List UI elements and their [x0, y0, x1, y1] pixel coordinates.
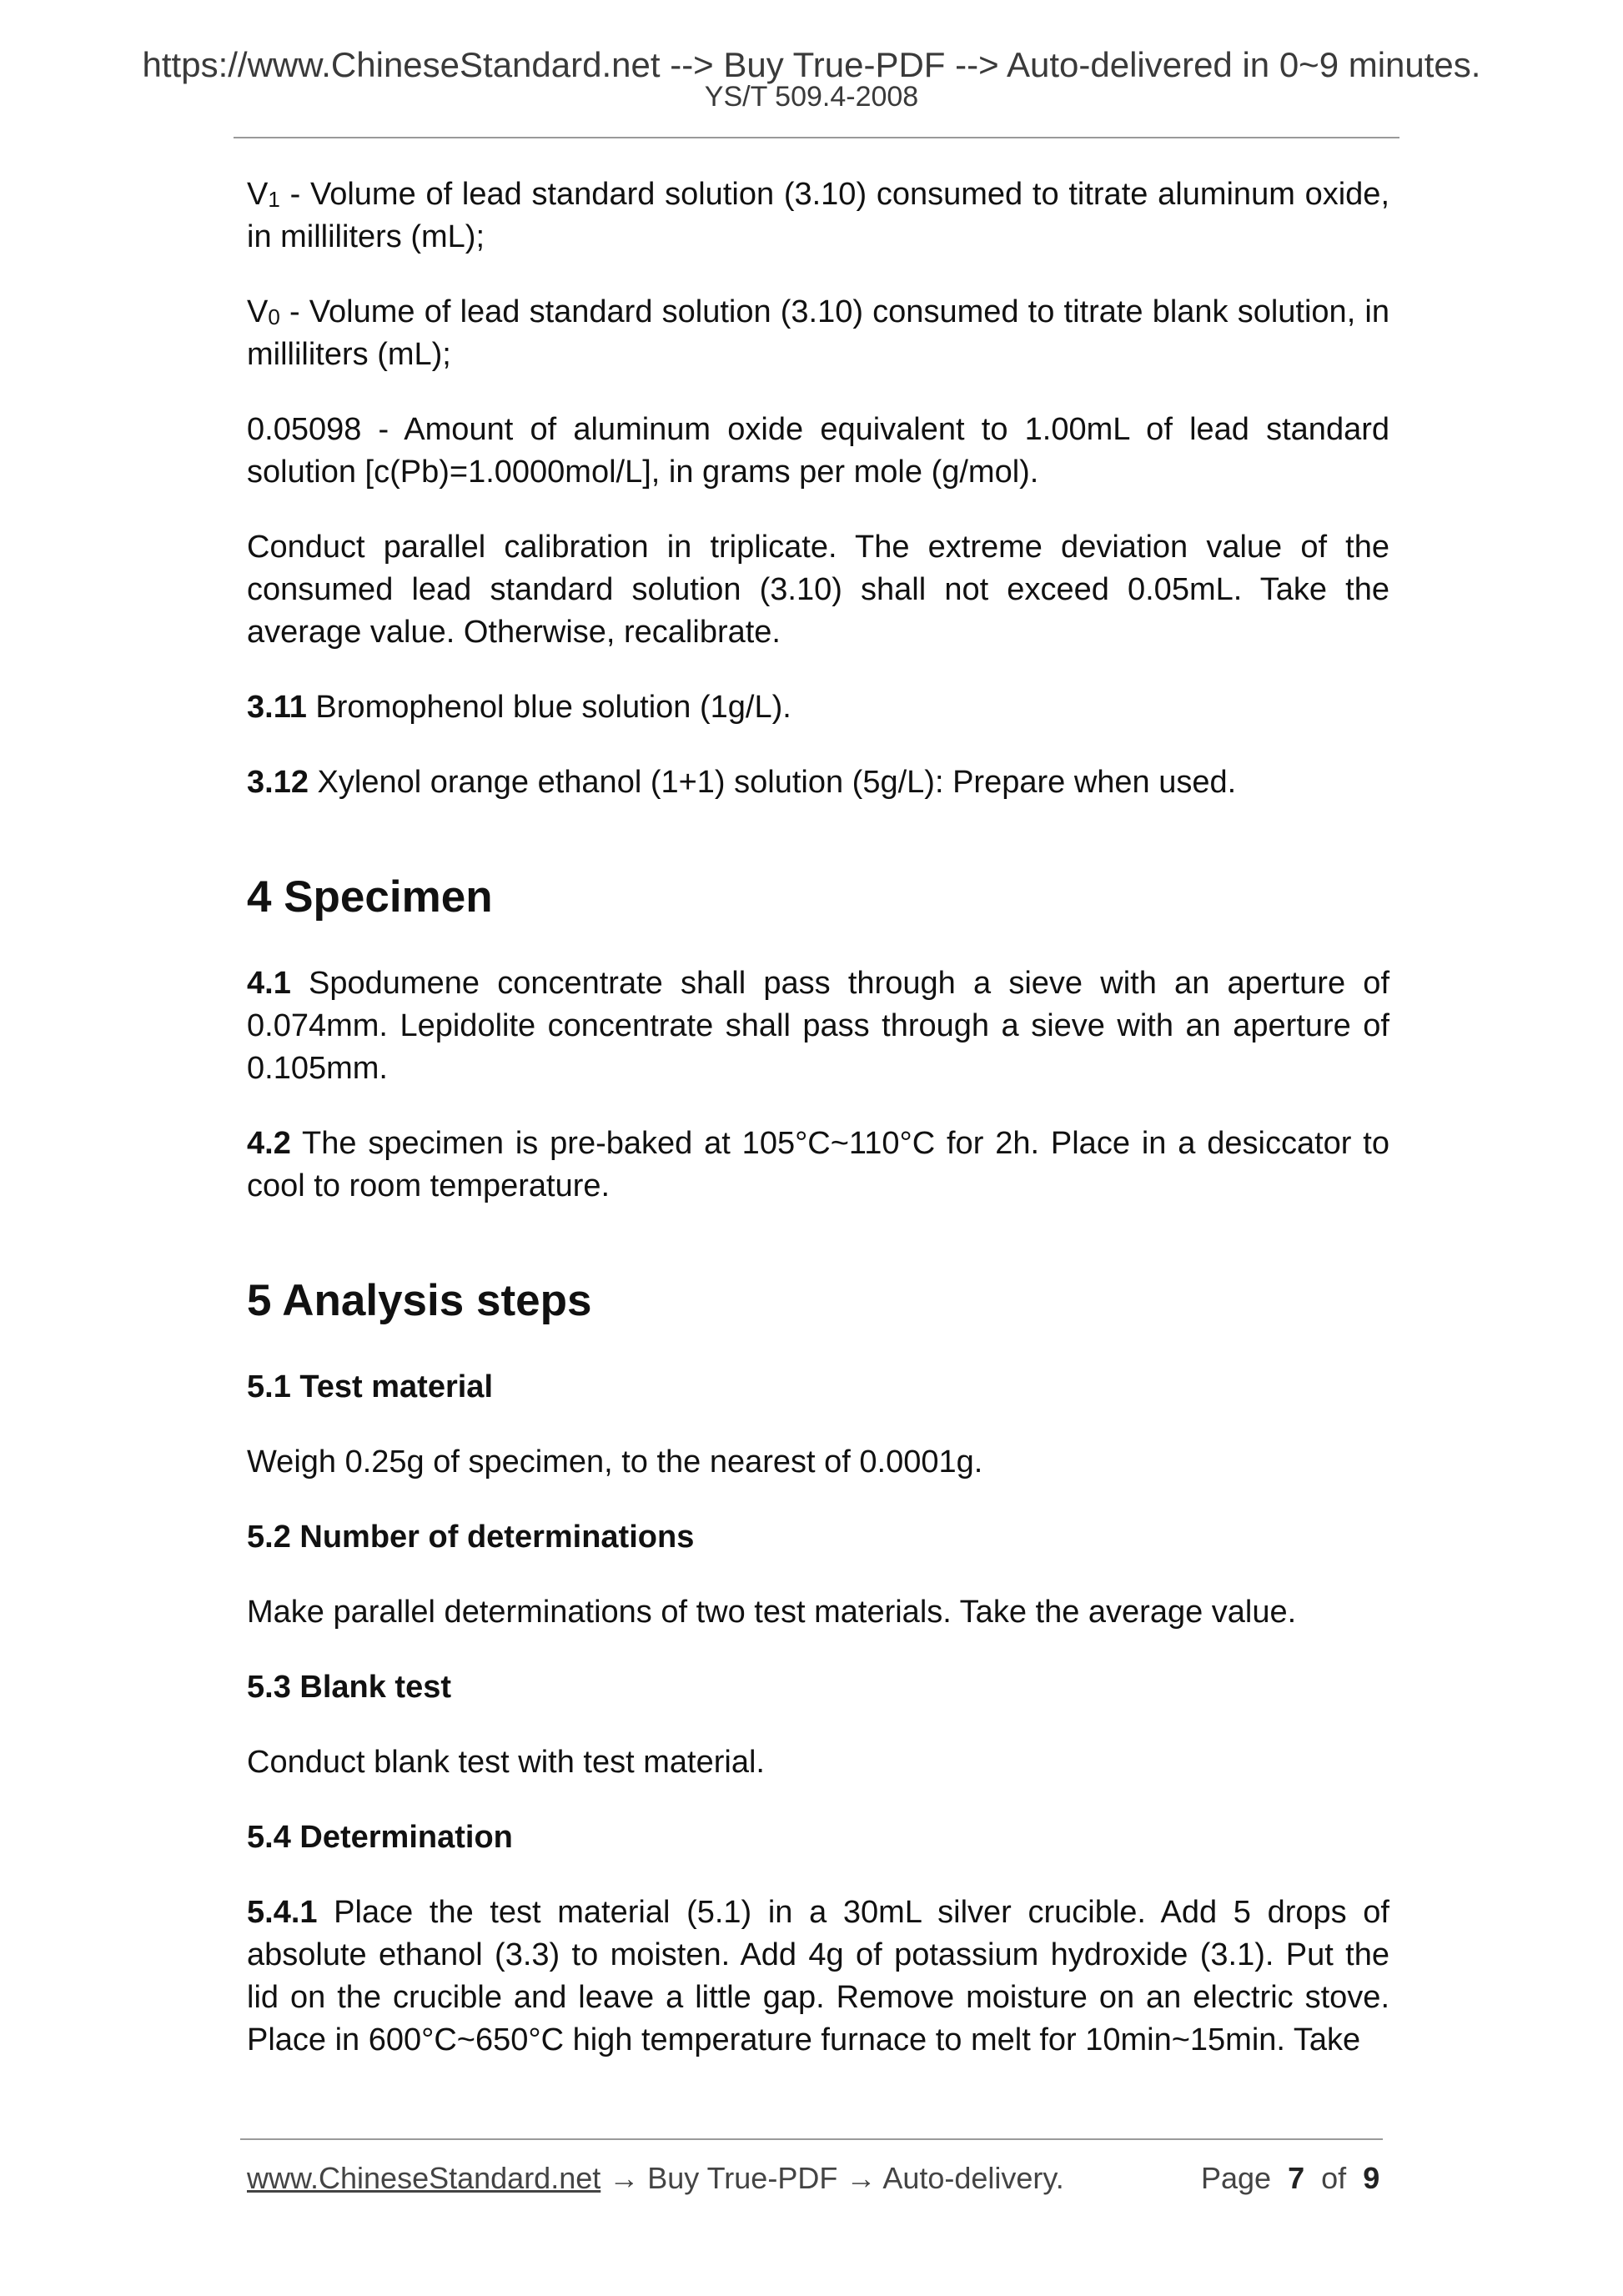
v1-text: - Volume of lead standard solution (3.10) consumed to titrate aluminum oxide, in milliliters (mL);	[247, 177, 1389, 254]
v1-symbol: V	[247, 177, 269, 212]
item-3-11-text: Bromophenol blue solution (1g/L).	[306, 690, 791, 725]
subsection-5-3-text: Conduct blank test with test material.	[247, 1745, 765, 1780]
item-4-1	[247, 962, 1389, 1090]
page-total: 9	[1363, 2161, 1380, 2195]
page-current: 7	[1288, 2161, 1305, 2195]
calibration-paragraph: Conduct parallel calibration in triplicate. The extreme deviation value of the consumed lead standard solution (3.10) shall not exceed 0.05mL. Take the average value. Otherwise, recalibrate.	[247, 530, 1389, 650]
header-divider	[234, 137, 1399, 138]
item-3-12-number: 3.12	[247, 765, 309, 800]
item-3-12	[247, 761, 1389, 804]
item-4-1-number: 4.1	[247, 966, 291, 1001]
footer-tagline: → Buy True-PDF → Auto-delivery.	[600, 2161, 1064, 2195]
subsection-5-4-heading: 5.4 Determination	[247, 1820, 513, 1855]
site-banner: https://www.ChineseStandard.net --> Buy True-PDF --> Auto-delivered in 0~9 minutes.	[142, 45, 1481, 84]
page-label: Page	[1201, 2161, 1272, 2195]
subsection-5-2-text: Make parallel determinations of two test materials. Take the average value.	[247, 1595, 1297, 1630]
item-4-2-number: 4.2	[247, 1126, 291, 1161]
item-3-11	[247, 686, 1389, 729]
item-4-2	[247, 1123, 1389, 1208]
definition-factor: 0.05098 - Amount of aluminum oxide equivalent to 1.00mL of lead standard solution [c(Pb)=1.0000mol/L], in grams per mole (g/mol).	[247, 412, 1389, 490]
page-indicator	[1201, 2160, 1379, 2197]
subsection-5-2-heading: 5.2 Number of determinations	[247, 1520, 695, 1555]
section-4-heading: 4 Specimen	[247, 872, 493, 922]
v0-symbol: V	[247, 294, 269, 329]
footer-site-link[interactable]: www.ChineseStandard.net	[247, 2161, 601, 2195]
page-of-label: of	[1321, 2161, 1347, 2195]
item-3-11-number: 3.11	[247, 690, 307, 725]
item-5-4-1-text: Place the test material (5.1) in a 30mL silver crucible. Add 5 drops of absolute ethanol (3.3) to moisten. Add 4g of potassium hydroxide (3.1). Put the lid on the crucible and leave a little gap. Remove moisture on an electric stove. Place in 600°C~650°C high temperature furnace to melt for 10min~15min. Take	[247, 1895, 1389, 2057]
item-4-2-text: The specimen is pre-baked at 105°C~110°C for 2h. Place in a desiccator to cool to room temperature.	[247, 1126, 1389, 1203]
item-5-4-1-number: 5.4.1	[247, 1895, 318, 1930]
document-body	[247, 173, 1389, 2094]
v1-subscript: 1	[268, 187, 280, 212]
standard-code: YS/T 509.4-2008	[704, 81, 919, 113]
definition-v1	[247, 173, 1389, 259]
subsection-5-1-text: Weigh 0.25g of specimen, to the nearest of 0.0001g.	[247, 1444, 983, 1480]
section-5-heading: 5 Analysis steps	[247, 1276, 592, 1325]
v0-text: - Volume of lead standard solution (3.10) consumed to titrate blank solution, in milliliters (mL);	[247, 294, 1389, 372]
item-4-1-text: Spodumene concentrate shall pass through a sieve with an aperture of 0.074mm. Lepidolite concentrate shall pass through a sieve with an aperture of 0.105mm.	[247, 966, 1389, 1086]
footer-left	[247, 2160, 1064, 2197]
subsection-5-3-heading: 5.3 Blank test	[247, 1670, 451, 1705]
footer-divider	[240, 2138, 1383, 2140]
definition-v0	[247, 291, 1389, 376]
item-3-12-text: Xylenol orange ethanol (1+1) solution (5g/L): Prepare when used.	[308, 765, 1237, 800]
item-5-4-1	[247, 1892, 1389, 2062]
v0-subscript: 0	[268, 304, 280, 329]
subsection-5-1-heading: 5.1 Test material	[247, 1369, 494, 1404]
